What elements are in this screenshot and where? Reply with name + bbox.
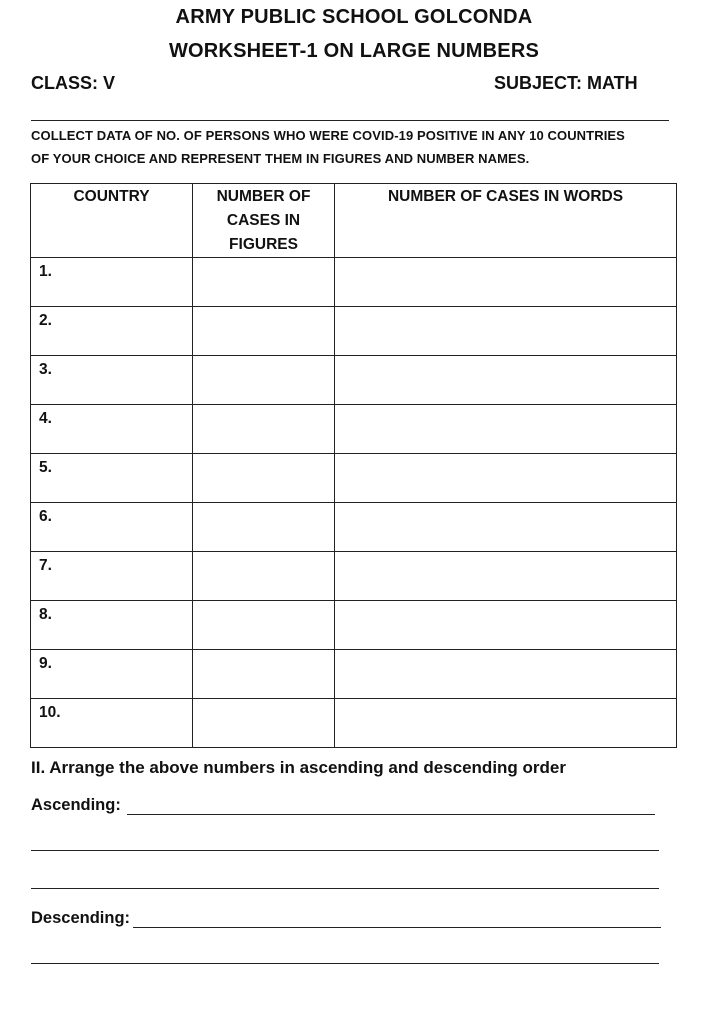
table-row [31, 258, 677, 307]
cases-figures-cell[interactable] [193, 503, 335, 552]
cases-figures-cell[interactable] [193, 356, 335, 405]
cases-figures-cell[interactable] [193, 258, 335, 307]
country-cell[interactable] [31, 307, 193, 356]
row-number: 9. [39, 655, 52, 672]
row-number: 1. [39, 263, 52, 280]
row-number: 6. [39, 508, 52, 525]
table-row [31, 356, 677, 405]
country-cell[interactable] [31, 699, 193, 748]
cases-words-cell[interactable] [335, 601, 677, 650]
table-row [31, 503, 677, 552]
cases-words-cell[interactable] [335, 503, 677, 552]
cases-words-cell[interactable] [335, 454, 677, 503]
header-cases-words: NUMBER OF CASES IN WORDS [335, 184, 677, 258]
table-row [31, 601, 677, 650]
table-row [31, 307, 677, 356]
descending-answer-line[interactable] [133, 927, 661, 928]
table-body [31, 258, 677, 748]
country-cell[interactable] [31, 650, 193, 699]
country-cell[interactable] [31, 601, 193, 650]
instruction-line-1: COLLECT DATA OF NO. OF PERSONS WHO WERE COVID-19 POSITIVE IN ANY 10 COUNTRIES [31, 128, 625, 143]
row-number: 10. [39, 704, 61, 721]
cases-figures-cell[interactable] [193, 552, 335, 601]
row-number: 7. [39, 557, 52, 574]
country-cell[interactable] [31, 405, 193, 454]
country-cell[interactable] [31, 552, 193, 601]
school-title: ARMY PUBLIC SCHOOL GOLCONDA [175, 6, 533, 28]
cases-figures-cell[interactable] [193, 307, 335, 356]
ascending-answer-line-2[interactable] [31, 850, 659, 851]
header-divider [31, 120, 669, 121]
table-header-row [31, 184, 677, 258]
descending-label: Descending: [31, 909, 131, 927]
country-cell[interactable] [31, 503, 193, 552]
cases-figures-cell[interactable] [193, 405, 335, 454]
cases-figures-cell[interactable] [193, 650, 335, 699]
class-label: CLASS: V [31, 73, 116, 93]
instruction-line-2: OF YOUR CHOICE AND REPRESENT THEM IN FIGURES AND NUMBER NAMES. [31, 151, 530, 166]
header-cases-figures [193, 184, 335, 258]
row-number: 4. [39, 410, 52, 427]
ascending-answer-line-3[interactable] [31, 888, 659, 889]
table-row [31, 552, 677, 601]
ascending-answer-line[interactable] [127, 814, 655, 815]
country-cell[interactable] [31, 258, 193, 307]
country-cell[interactable] [31, 356, 193, 405]
descending-answer-line-2[interactable] [31, 963, 659, 964]
cases-words-cell[interactable] [335, 552, 677, 601]
row-number: 3. [39, 361, 52, 378]
cases-figures-cell[interactable] [193, 601, 335, 650]
ascending-label: Ascending: [31, 796, 121, 814]
header-country: COUNTRY [31, 184, 193, 258]
cases-words-cell[interactable] [335, 699, 677, 748]
cases-figures-cell[interactable] [193, 454, 335, 503]
covid-cases-table [30, 183, 677, 748]
row-number: 8. [39, 606, 52, 623]
table-row [31, 454, 677, 503]
cases-figures-cell[interactable] [193, 699, 335, 748]
cases-words-cell[interactable] [335, 356, 677, 405]
subject-label: SUBJECT: MATH [494, 73, 638, 93]
cases-words-cell[interactable] [335, 405, 677, 454]
cases-words-cell[interactable] [335, 307, 677, 356]
row-number: 5. [39, 459, 52, 476]
header-cases-figures-text: NUMBER OF CASES IN FIGURES [216, 188, 311, 253]
table-row [31, 405, 677, 454]
row-number: 2. [39, 312, 52, 329]
table-row [31, 650, 677, 699]
country-cell[interactable] [31, 454, 193, 503]
cases-words-cell[interactable] [335, 258, 677, 307]
table-row [31, 699, 677, 748]
worksheet-title: WORKSHEET-1 ON LARGE NUMBERS [168, 40, 540, 62]
cases-words-cell[interactable] [335, 650, 677, 699]
section-2-heading: II. Arrange the above numbers in ascending and descending order [31, 758, 566, 777]
